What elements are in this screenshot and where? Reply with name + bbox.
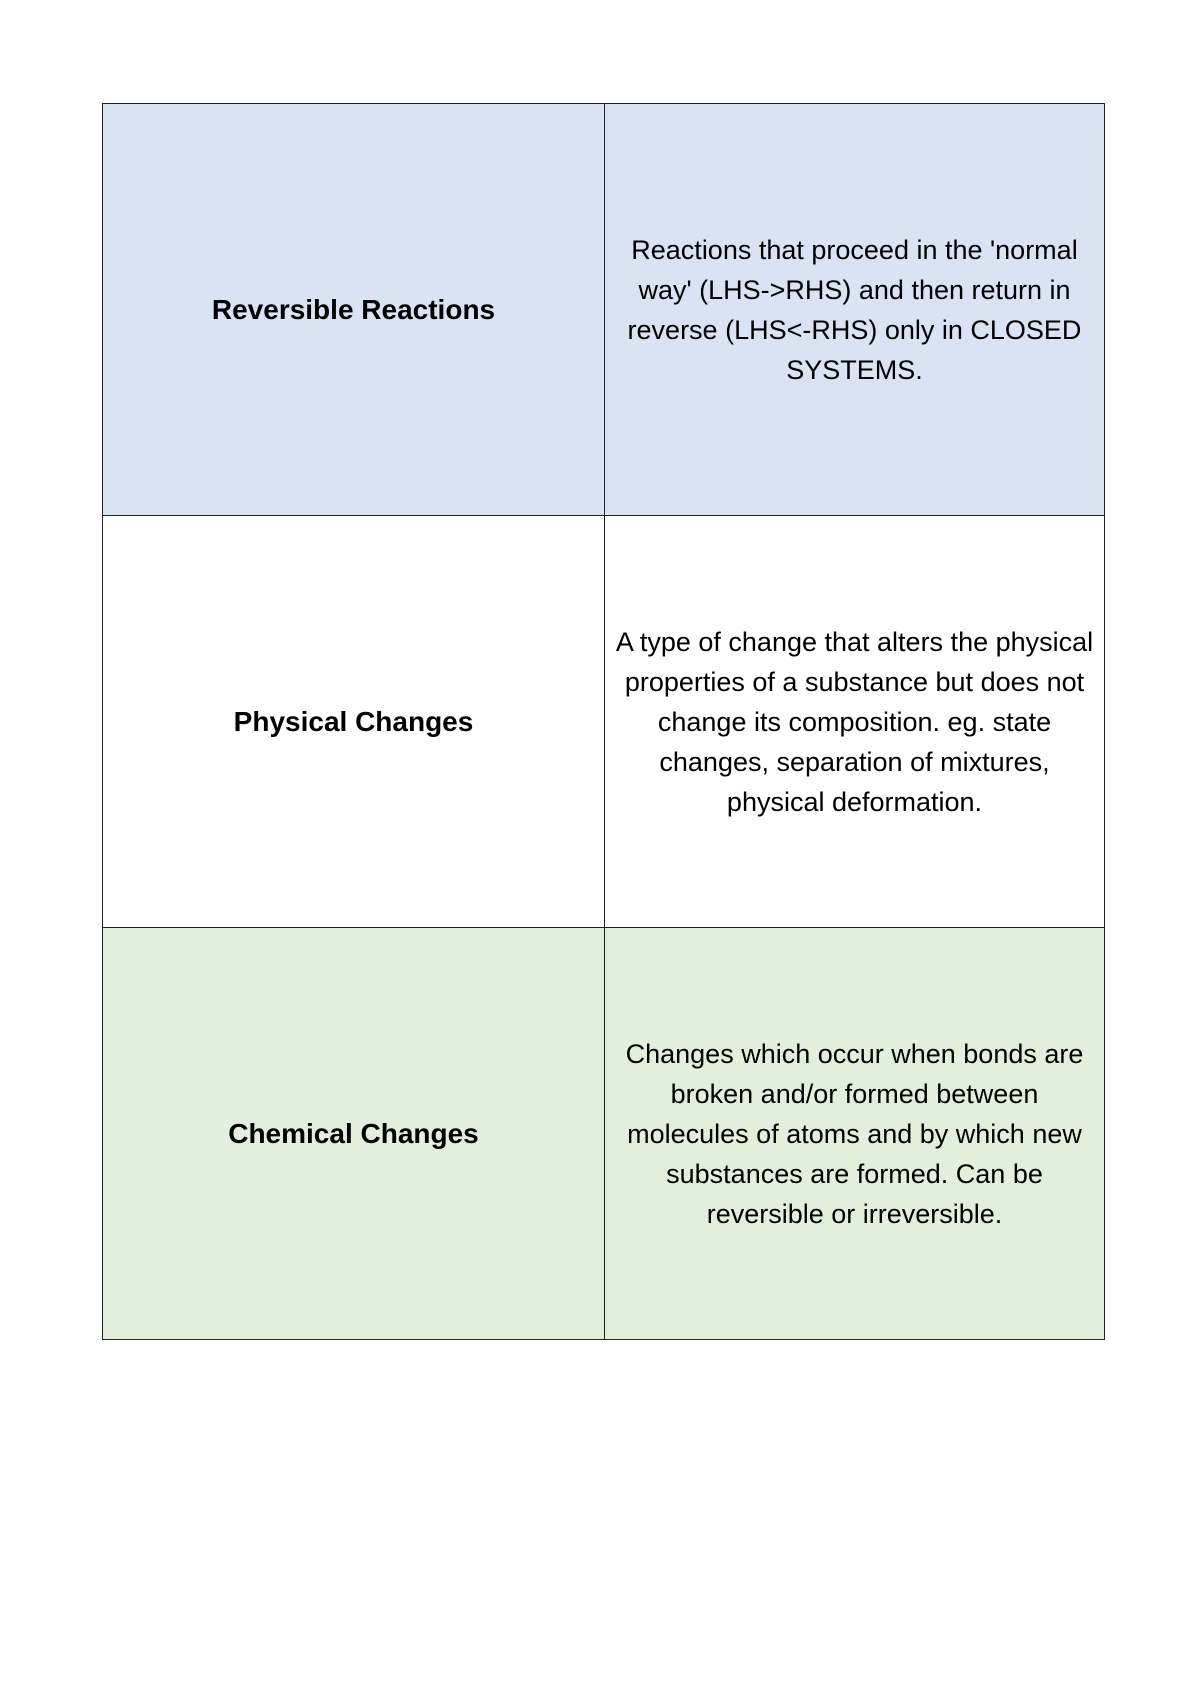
table-row bbox=[103, 928, 1105, 1340]
definition-cell bbox=[605, 104, 1105, 516]
table-row bbox=[103, 516, 1105, 928]
definition-chemical-changes: Changes which occur when bonds are broken and/or formed between molecules of atoms and by which new substances are formed. Can be reversible or irreversible. bbox=[625, 1038, 1084, 1229]
definition-cell bbox=[605, 516, 1105, 928]
term-physical-changes: Physical Changes bbox=[233, 705, 474, 737]
table-row bbox=[103, 104, 1105, 516]
definition-cell bbox=[605, 928, 1105, 1340]
glossary-table bbox=[102, 103, 1105, 1340]
term-chemical-changes: Chemical Changes bbox=[228, 1117, 479, 1149]
definition-reversible-reactions: Reactions that proceed in the 'normal way' (LHS->RHS) and then return in reverse (LHS<-RHS) only in CLOSED SYSTEMS. bbox=[627, 234, 1082, 385]
term-cell bbox=[103, 928, 605, 1340]
term-cell bbox=[103, 516, 605, 928]
term-reversible-reactions: Reversible Reactions bbox=[211, 293, 496, 325]
definition-physical-changes: A type of change that alters the physical properties of a substance but does not change its composition. eg. state changes, separation of mixtures, physical deformation. bbox=[615, 626, 1094, 817]
term-cell bbox=[103, 104, 605, 516]
